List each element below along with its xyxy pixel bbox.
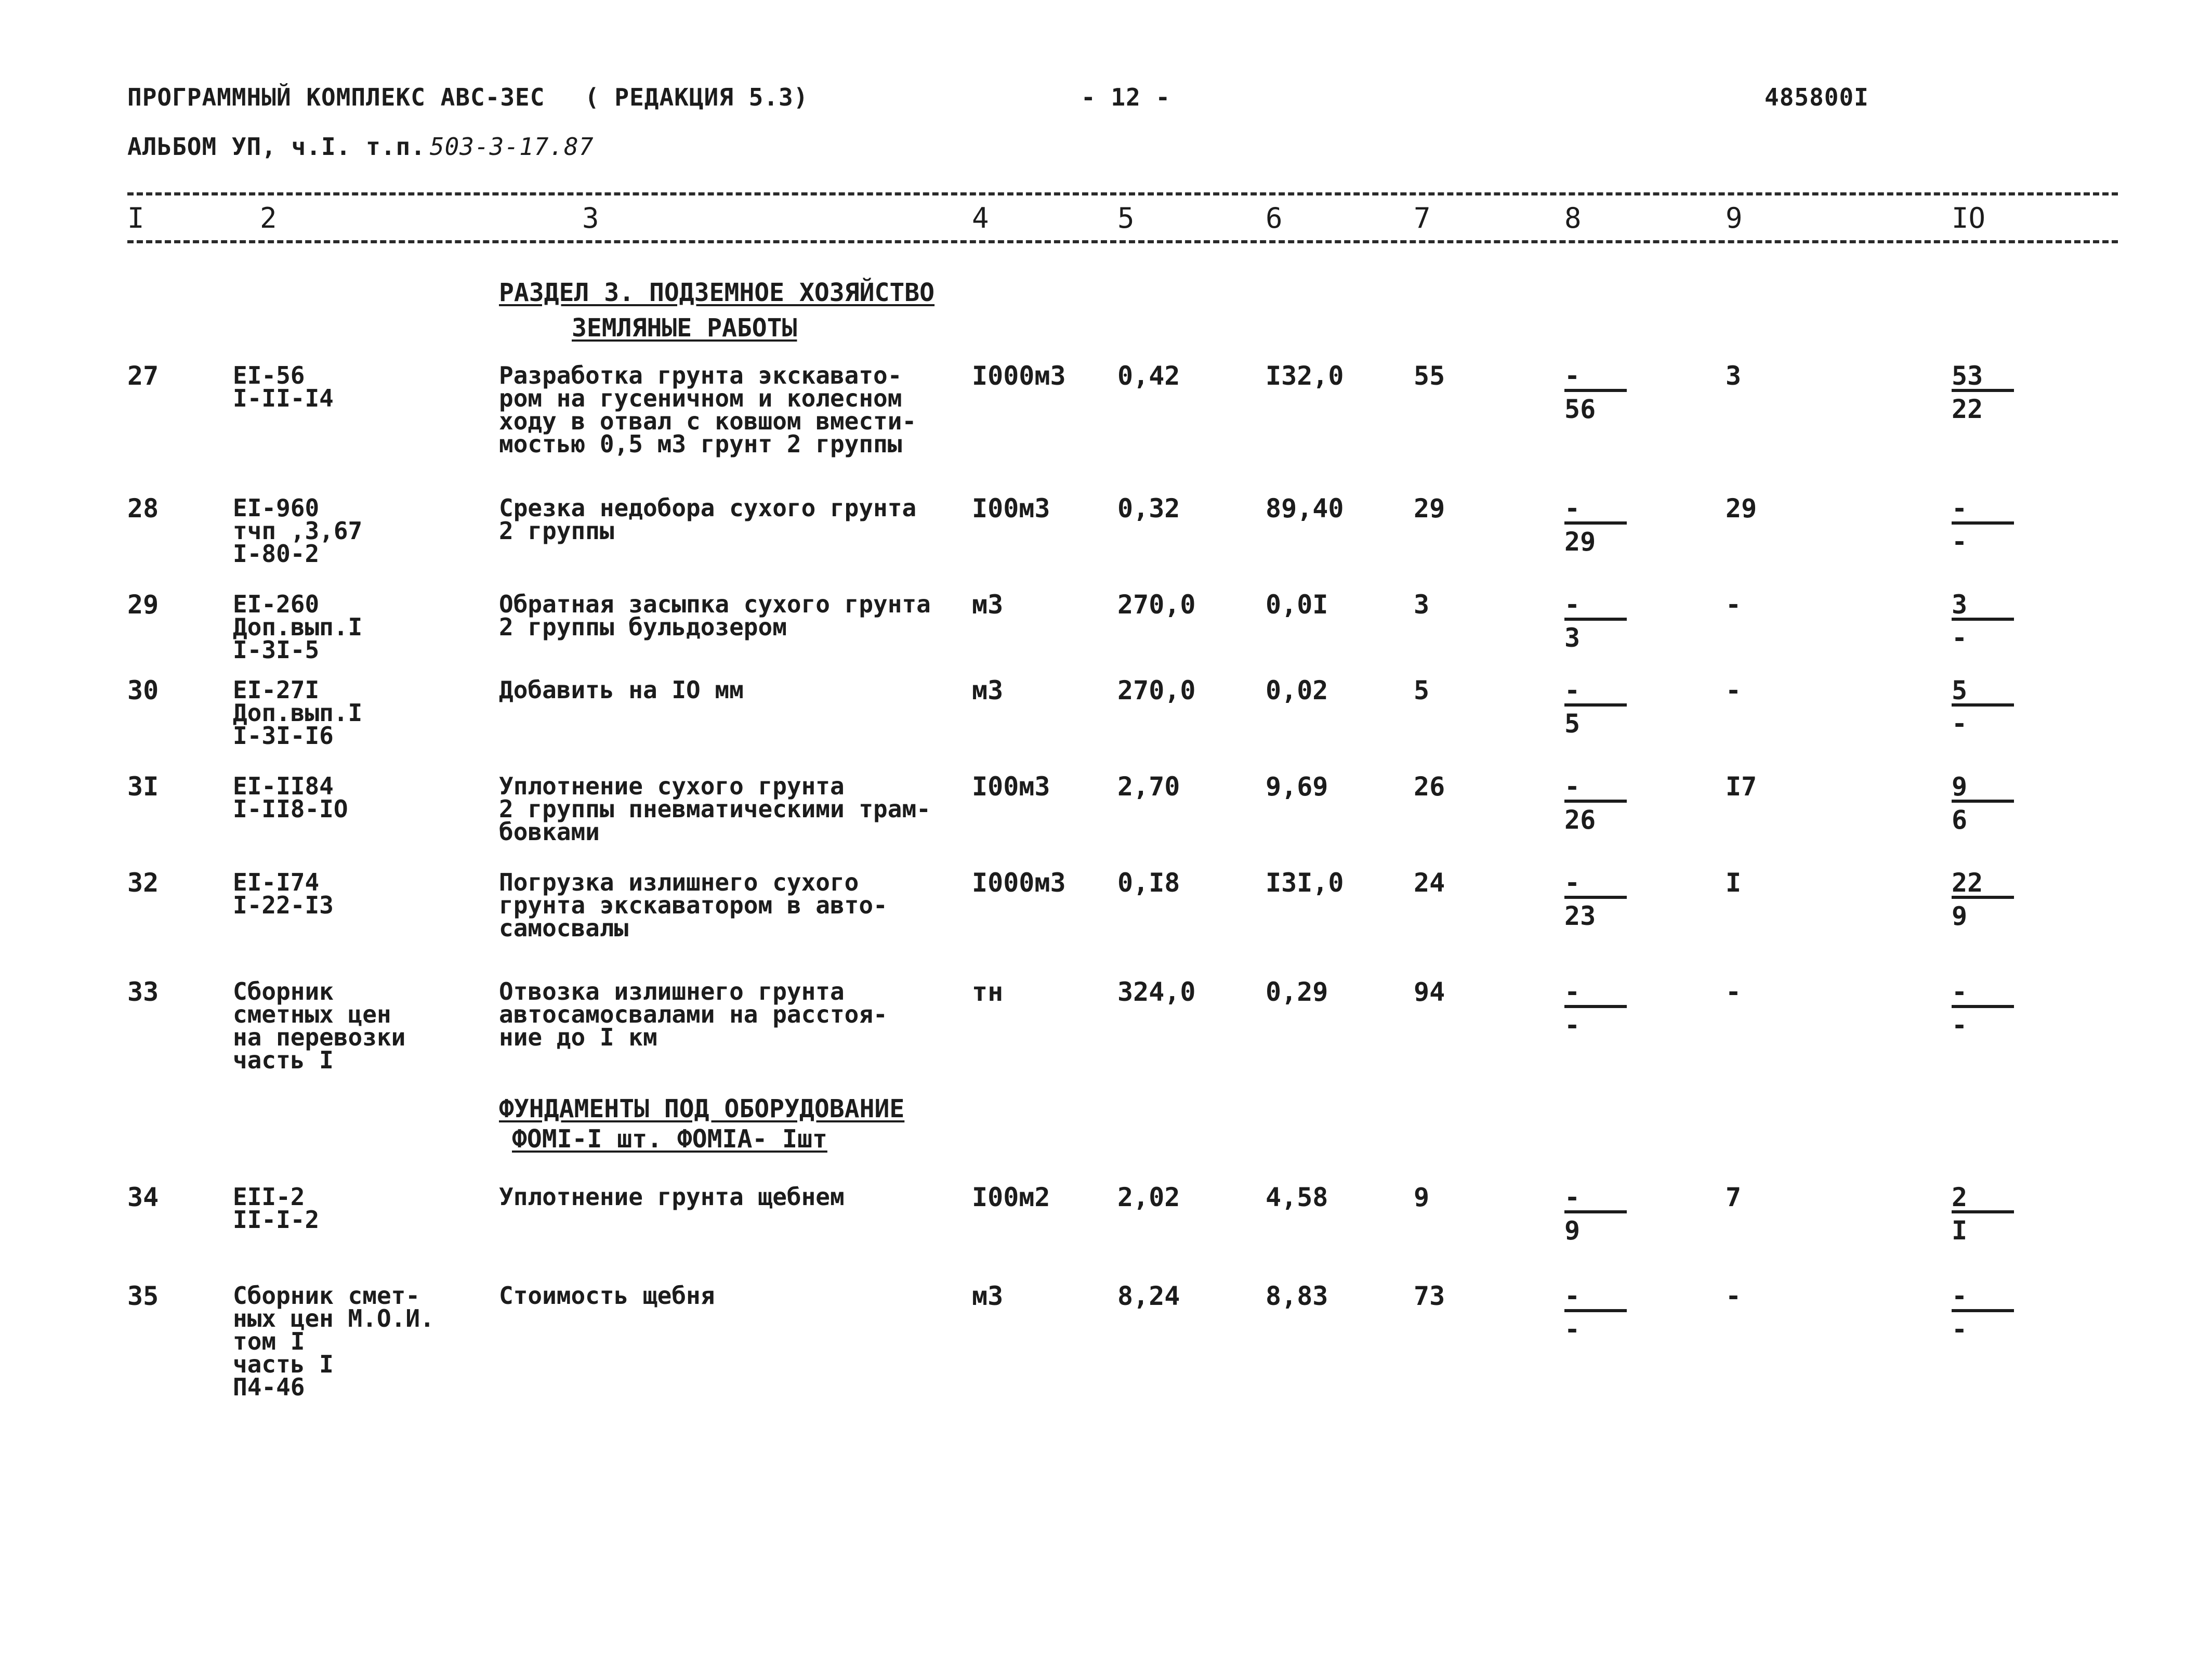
row-col10-fraction	[1952, 772, 2019, 835]
col8-numerator: -	[1564, 772, 1581, 802]
col8-numerator: -	[1564, 977, 1581, 1007]
col8-numerator: -	[1564, 361, 1581, 391]
row-code: Сборник смет- ных цен М.О.И. том I часть I П4-46	[233, 1282, 434, 1401]
col8-denominator: 9	[1564, 1215, 1581, 1246]
row-number: 32	[127, 868, 159, 898]
section-heading-foundations: ФУНДАМЕНТЫ ПОД ОБОРУДОВАНИЕ	[499, 1094, 905, 1123]
col10-numerator: -	[1952, 977, 1968, 1007]
col-num-7: 7	[1414, 202, 1431, 234]
row-code: Сборник сметных цен на перевозки часть I	[233, 977, 406, 1074]
row-col10-fraction	[1952, 1281, 2019, 1344]
col8-numerator: -	[1564, 675, 1581, 705]
row-col9: I	[1726, 868, 1742, 898]
col8-numerator: -	[1564, 493, 1581, 524]
row-unit: I00м3	[972, 772, 1050, 802]
row-col10-fraction	[1952, 361, 2019, 424]
header-rule-top	[127, 192, 2118, 195]
row-total: 9	[1414, 1182, 1430, 1212]
row-quantity: 0,32	[1117, 493, 1180, 524]
row-code: EI-260 Доп.вып.I I-3I-5	[233, 590, 363, 664]
row-unit: м3	[972, 1281, 1004, 1311]
col-num-1: I	[127, 202, 144, 234]
col-num-4: 4	[972, 202, 989, 234]
row-number: 29	[127, 590, 159, 620]
program-title: ПРОГРАММНЫЙ КОМПЛЕКС АВС-ЗЕС	[127, 83, 545, 111]
row-unit: I000м3	[972, 868, 1066, 898]
row-col9: 3	[1726, 361, 1742, 391]
row-col9: -	[1726, 590, 1742, 620]
row-col8-fraction	[1564, 361, 1632, 424]
section-subheading-earthworks: ЗЕМЛЯНЫЕ РАБОТЫ	[572, 313, 797, 343]
col10-numerator: -	[1952, 1281, 1968, 1311]
row-quantity: 2,02	[1117, 1182, 1180, 1212]
col10-numerator: 22	[1952, 868, 1983, 898]
header-rule-bottom	[127, 240, 2118, 243]
row-unit-price: 0,02	[1266, 675, 1328, 705]
row-code: EII-2 II-I-2	[233, 1183, 320, 1234]
col10-numerator: 53	[1952, 361, 1983, 391]
row-unit: м3	[972, 675, 1004, 705]
col10-denominator: 6	[1952, 805, 1968, 835]
row-unit-price: I32,0	[1266, 361, 1344, 391]
row-quantity: 270,0	[1117, 675, 1196, 705]
row-col10-fraction	[1952, 977, 2019, 1040]
row-col8-fraction	[1564, 493, 1632, 557]
col8-numerator: -	[1564, 868, 1581, 898]
row-code: EI-56 I-II-I4	[233, 361, 334, 412]
row-quantity: 0,I8	[1117, 868, 1180, 898]
album-label: АЛЬБОМ УП, ч.I. т.п.	[127, 133, 426, 161]
row-unit: м3	[972, 590, 1004, 620]
col10-denominator: -	[1952, 623, 1968, 653]
row-unit-price: 0,29	[1266, 977, 1328, 1007]
col10-denominator: 9	[1952, 901, 1968, 931]
row-description: Стоимость щебня	[499, 1282, 715, 1310]
row-description: Уплотнение грунта щебнем	[499, 1183, 845, 1211]
row-description: Погрузка излишнего сухого грунта экскаватором в авто- самосвалы	[499, 868, 888, 942]
col8-denominator: 29	[1564, 527, 1596, 557]
row-total: 29	[1414, 493, 1445, 524]
row-col9: -	[1726, 1281, 1742, 1311]
row-unit-price: 8,83	[1266, 1281, 1328, 1311]
album-reference	[127, 133, 594, 161]
row-col10-fraction	[1952, 493, 2019, 557]
col8-denominator: 56	[1564, 394, 1596, 424]
row-total: 24	[1414, 868, 1445, 898]
row-col10-fraction	[1952, 675, 2019, 739]
col8-denominator: 5	[1564, 709, 1581, 739]
row-total: 94	[1414, 977, 1445, 1007]
row-quantity: 324,0	[1117, 977, 1196, 1007]
row-unit: I000м3	[972, 361, 1066, 391]
row-number: 28	[127, 493, 159, 524]
col10-numerator: 5	[1952, 675, 1968, 705]
row-unit: тн	[972, 977, 1004, 1007]
row-col8-fraction	[1564, 1281, 1632, 1344]
col-num-3: 3	[582, 202, 599, 234]
col10-denominator: -	[1952, 527, 1968, 557]
col10-numerator: 2	[1952, 1182, 1968, 1212]
col8-numerator: -	[1564, 1182, 1581, 1212]
col10-numerator: 3	[1952, 590, 1968, 620]
col-num-6: 6	[1266, 202, 1283, 234]
row-col9: -	[1726, 675, 1742, 705]
row-unit-price: I3I,0	[1266, 868, 1344, 898]
row-number: 3I	[127, 772, 159, 802]
col-num-10: IO	[1952, 202, 1986, 234]
row-number: 34	[127, 1182, 159, 1212]
row-col8-fraction	[1564, 977, 1632, 1040]
row-unit-price: 89,40	[1266, 493, 1344, 524]
row-description: Срезка недобора сухого грунта 2 группы	[499, 494, 917, 545]
row-unit-price: 0,0I	[1266, 590, 1328, 620]
row-unit-price: 4,58	[1266, 1182, 1328, 1212]
row-description: Уплотнение сухого грунта 2 группы пневматическими трам- бовками	[499, 772, 931, 846]
row-col10-fraction	[1952, 868, 2019, 931]
row-number: 35	[127, 1281, 159, 1311]
album-tp-number: 503-3-17.87	[429, 133, 594, 161]
col-num-8: 8	[1564, 202, 1582, 234]
row-description: Отвозка излишнего грунта автосамосвалами на расстоя- ние до I км	[499, 977, 888, 1051]
row-unit: I00м3	[972, 493, 1050, 524]
col8-denominator: -	[1564, 1010, 1581, 1040]
col10-numerator: -	[1952, 493, 1968, 524]
row-quantity: 0,42	[1117, 361, 1180, 391]
col10-denominator: -	[1952, 709, 1968, 739]
row-total: 26	[1414, 772, 1445, 802]
row-col9: -	[1726, 977, 1742, 1007]
row-number: 27	[127, 361, 159, 391]
row-code: EI-I74 I-22-I3	[233, 868, 334, 919]
row-col10-fraction	[1952, 590, 2019, 653]
row-col9: I7	[1726, 772, 1757, 802]
col10-numerator: 9	[1952, 772, 1968, 802]
col-num-2: 2	[260, 202, 277, 234]
row-total: 3	[1414, 590, 1430, 620]
col10-denominator: -	[1952, 1314, 1968, 1344]
row-number: 30	[127, 675, 159, 705]
row-total: 73	[1414, 1281, 1445, 1311]
col8-denominator: 23	[1564, 901, 1596, 931]
row-code: EI-27I Доп.вып.I I-3I-I6	[233, 676, 363, 750]
section-heading-underground: РАЗДЕЛ 3. ПОДЗЕМНОЕ ХОЗЯЙСТВО	[499, 278, 935, 307]
row-description: Добавить на IO мм	[499, 676, 744, 704]
col-num-5: 5	[1117, 202, 1135, 234]
col-num-9: 9	[1726, 202, 1743, 234]
row-total: 5	[1414, 675, 1430, 705]
row-unit: I00м2	[972, 1182, 1050, 1212]
row-unit-price: 9,69	[1266, 772, 1328, 802]
row-quantity: 8,24	[1117, 1281, 1180, 1311]
row-col8-fraction	[1564, 772, 1632, 835]
document-code: 485800I	[1765, 83, 1869, 111]
col10-denominator: 22	[1952, 394, 1983, 424]
col10-denominator: -	[1952, 1010, 1968, 1040]
col8-denominator: 3	[1564, 623, 1581, 653]
row-code: EI-II84 I-II8-IO	[233, 772, 348, 823]
section-subheading-foundations: ФОМI-I шт. ФОМIА- Iшт	[512, 1125, 827, 1154]
row-total: 55	[1414, 361, 1445, 391]
row-col10-fraction	[1952, 1182, 2019, 1246]
row-col9: 7	[1726, 1182, 1742, 1212]
row-description: Разработка грунта экскавато- ром на гусеничном и колесном ходу в отвал с ковшом вмести- мостью 0,5 м3 грунт 2 группы	[499, 361, 917, 458]
row-quantity: 270,0	[1117, 590, 1196, 620]
row-col8-fraction	[1564, 868, 1632, 931]
row-col8-fraction	[1564, 1182, 1632, 1246]
row-description: Обратная засыпка сухого грунта 2 группы бульдозером	[499, 590, 931, 641]
col8-numerator: -	[1564, 590, 1581, 620]
col8-numerator: -	[1564, 1281, 1581, 1311]
row-quantity: 2,70	[1117, 772, 1180, 802]
col8-denominator: 26	[1564, 805, 1596, 835]
row-col8-fraction	[1564, 675, 1632, 739]
row-col8-fraction	[1564, 590, 1632, 653]
row-code: EI-960 тчп ,3,67 I-80-2	[233, 494, 363, 568]
row-col9: 29	[1726, 493, 1757, 524]
col10-denominator: I	[1952, 1215, 1968, 1246]
page-number: - 12 -	[1081, 83, 1171, 111]
row-number: 33	[127, 977, 159, 1007]
edition-label: ( РЕДАКЦИЯ 5.3)	[585, 83, 809, 111]
col8-denominator: -	[1564, 1314, 1581, 1344]
